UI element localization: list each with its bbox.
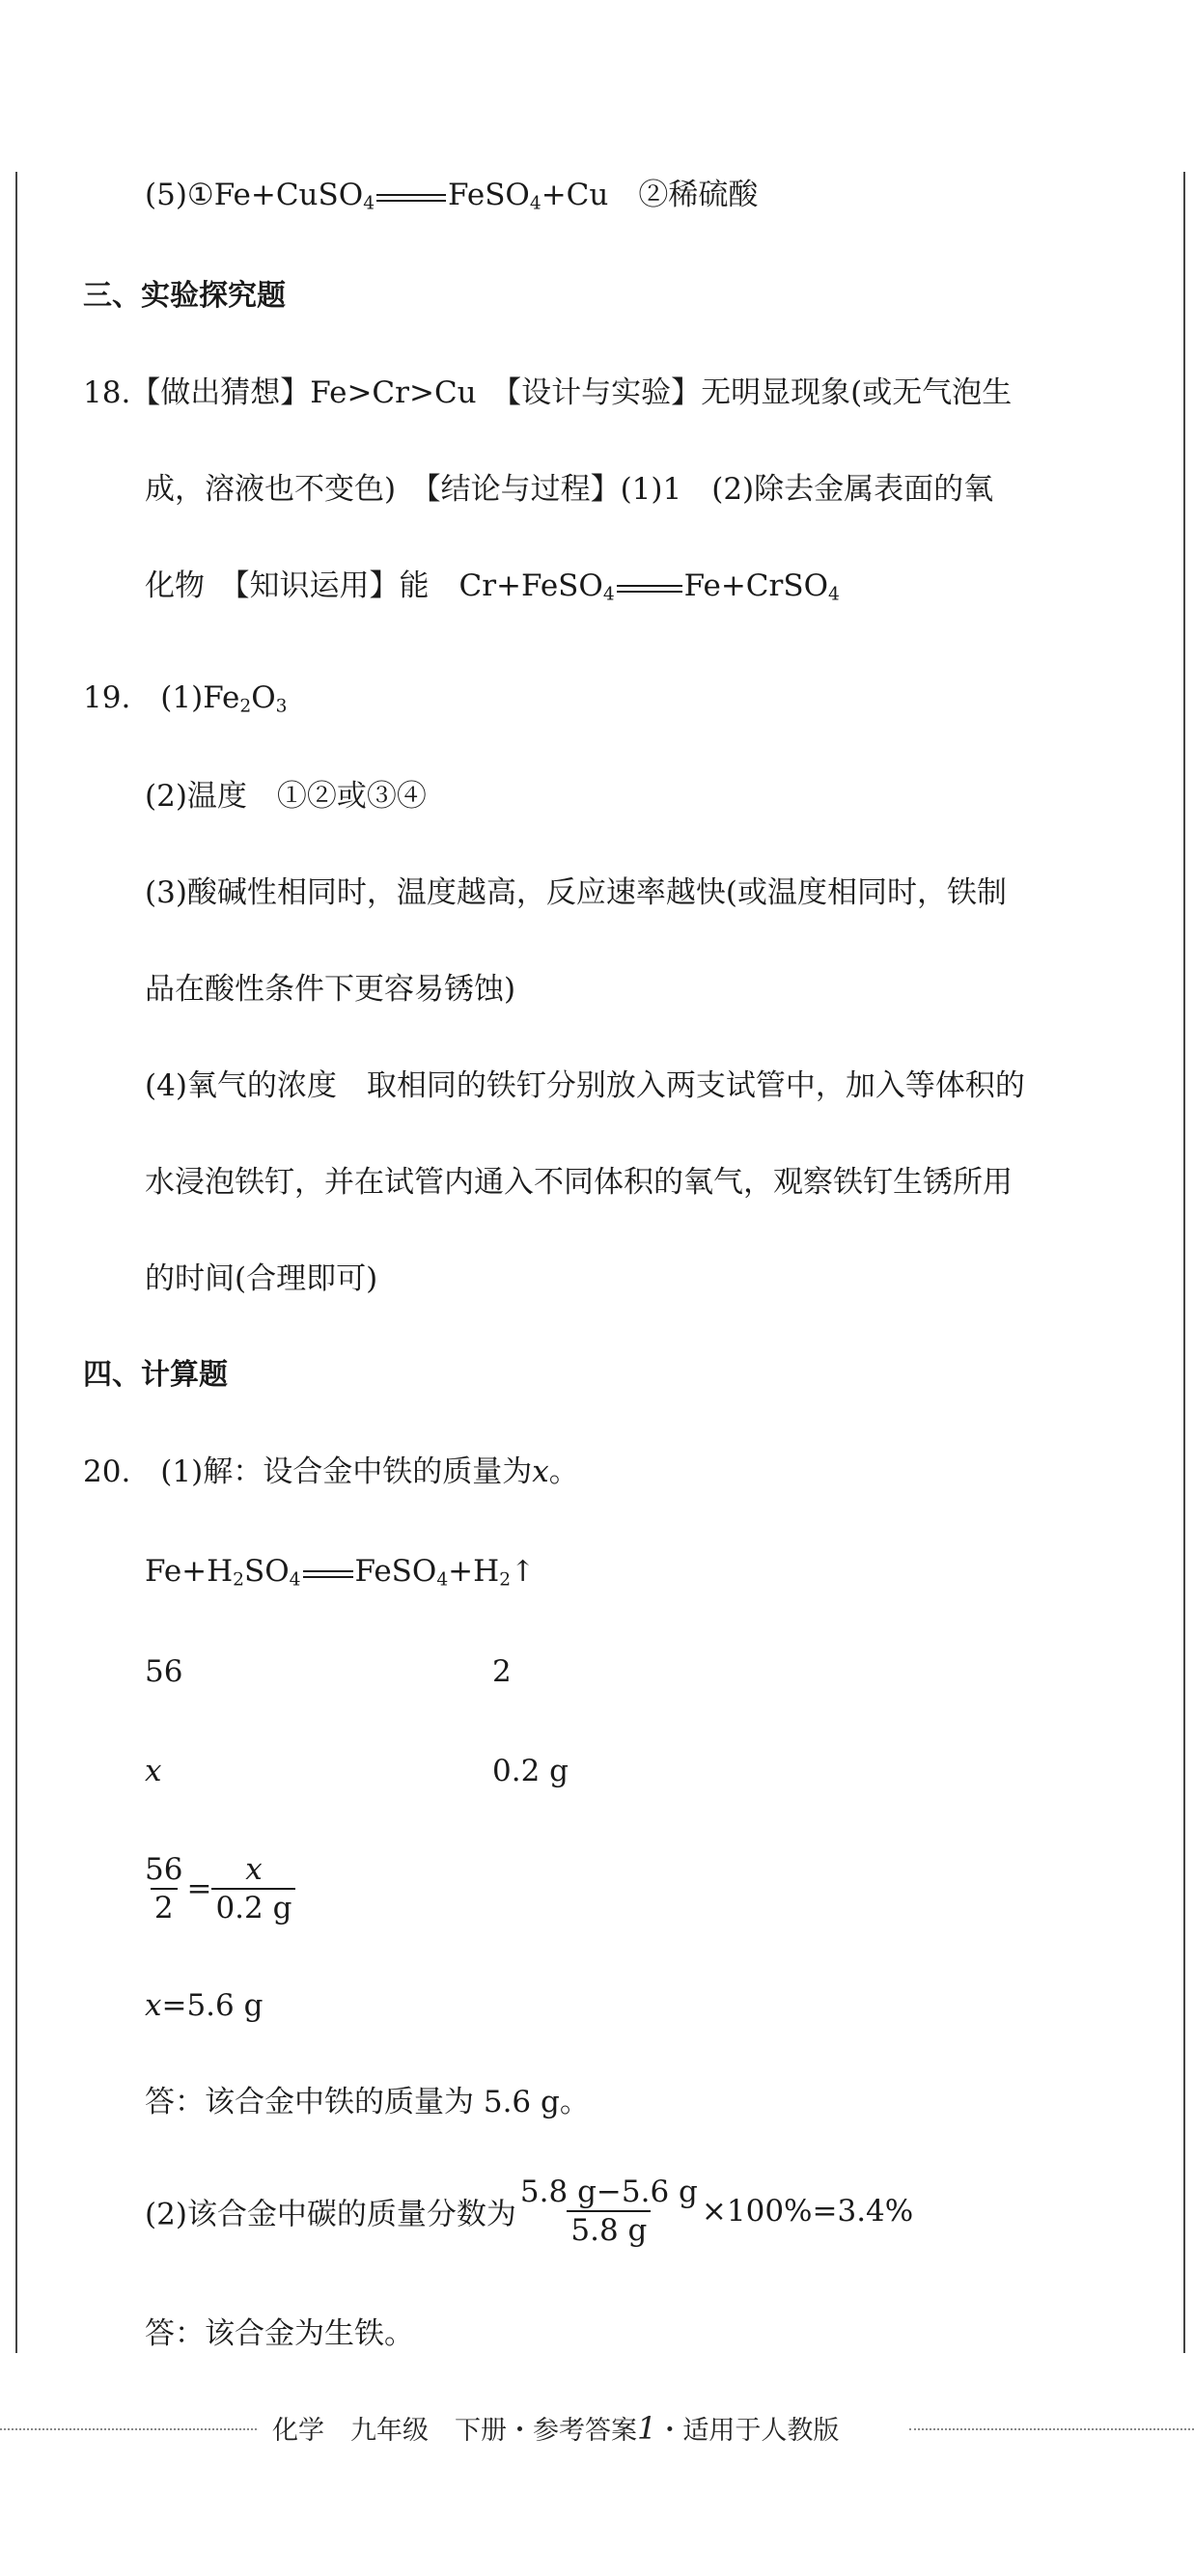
fraction-left: $\frac{56}{2}$ [145, 1852, 183, 1925]
page-number: 1 [637, 2410, 657, 2447]
page-footer [0, 2409, 1194, 2448]
right-border-line [1183, 172, 1185, 2353]
footer-text: 化学 九年级 下册・参考答案1・适用于人教版 [272, 2410, 840, 2447]
q20-answer-1: 答：该合金中铁的质量为 5.6 g。 [145, 2085, 590, 2119]
q19-part4-line-1: (4)氧气的浓度 取相同的铁钉分别放入两支试管中，加入等体积的 [145, 1068, 1025, 1103]
q19-part3-line-1: (3)酸碱性相同时，温度越高，反应速率越快(或温度相同时，铁制 [145, 875, 1008, 910]
q20-molar-mass-h2: 2 [492, 1654, 512, 1689]
q20-intro: 20. (1)解：设合金中铁的质量为x。 [83, 1454, 579, 1489]
q20-given-h2-mass: 0.2 g [492, 1754, 569, 1788]
q19-part3-line-2: 品在酸性条件下更容易锈蚀) [145, 972, 516, 1007]
section-3-heading: 三、实验探究题 [83, 279, 286, 313]
q18-line-1: 18.【做出猜想】Fe>Cr>Cu 【设计与实验】无明显现象(或无气泡生 [83, 375, 1013, 410]
section-4-heading: 四、计算题 [83, 1358, 228, 1392]
q20-part2: (2)该合金中碳的质量分数为 $\frac{5.8 g-5.6 g}{5.8 g}$ ×100%=3.4% [145, 2174, 914, 2248]
q18-line-3: 化物 【知识运用】能 Cr+FeSO$_4$ Fe+CrSO$_4$ [145, 568, 840, 605]
footer-dotted-rule-right [909, 2428, 1194, 2430]
q18-line-2: 成，溶液也不变色) 【结论与过程】(1)1 (2)除去金属表面的氧 [145, 472, 994, 507]
q19-part4-line-3: 的时间(合理即可) [145, 1261, 378, 1296]
fraction-right: $\frac{x}{0.2 g}$ [211, 1851, 295, 1926]
q19-part2: (2)温度 ①②或③④ [145, 779, 427, 814]
q20-proportion: $\frac{56}{2}$ = $\frac{x}{0.2 g}$ [141, 1851, 295, 1926]
q20-chemical-equation: $Fe+H_2SO_4$ $FeSO_4+H_2↑$ [145, 1554, 536, 1591]
q20-result: x=5.6 g [145, 1988, 264, 2023]
gas-up-arrow-icon: ↑ [511, 1555, 536, 1589]
left-border-line [15, 172, 17, 2353]
footer-dotted-rule-left [0, 2428, 257, 2430]
q20-unknown-x: x [145, 1754, 162, 1788]
q19-part1: 19. $(1)Fe_2O_3$ [83, 680, 288, 717]
q20-answer-2: 答：该合金为生铁。 [145, 2316, 414, 2351]
q19-part4-line-2: 水浸泡铁钉，并在试管内通入不同体积的氧气，观察铁钉生锈所用 [145, 1165, 1013, 1200]
q17-part5: (5)①Fe+CuSO$_4$ FeSO$_4$+Cu ②稀硫酸 [145, 178, 759, 214]
q20-molar-mass-fe: 56 [145, 1654, 183, 1689]
mass-fraction: $\frac{5.8 g-5.6 g}{5.8 g}$ [519, 2174, 698, 2248]
